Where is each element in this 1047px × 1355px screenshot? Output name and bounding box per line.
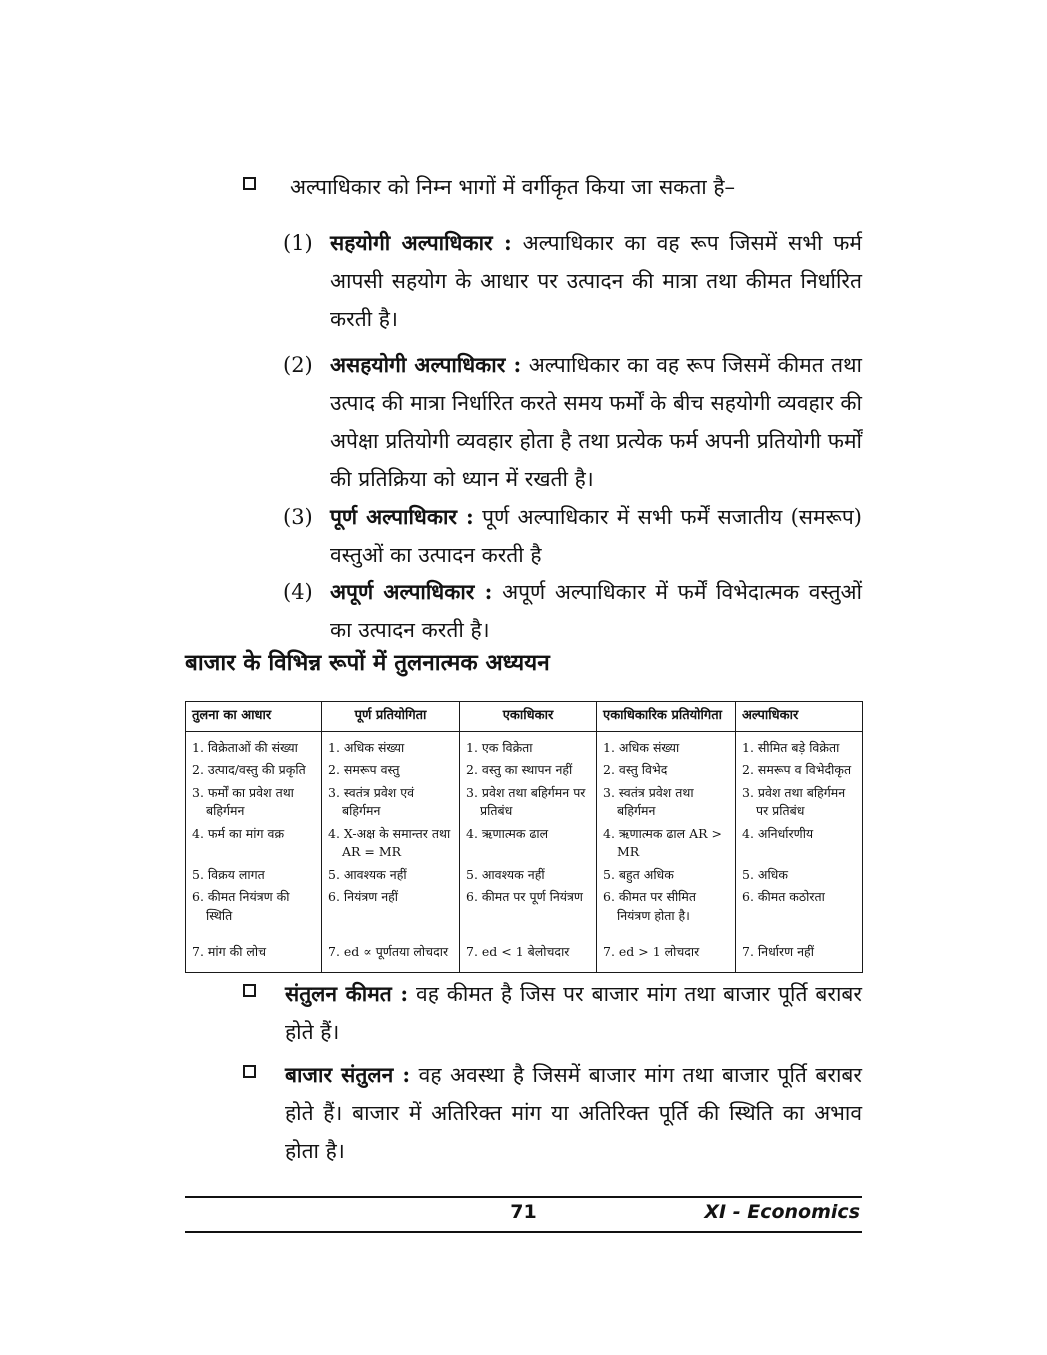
table-cell: 2. समरूप वस्तु xyxy=(322,759,460,782)
table-cell: 6. कीमत कठोरता xyxy=(736,886,863,927)
table-cell: 1. एक विक्रेता xyxy=(460,731,597,759)
table-header-row xyxy=(186,702,863,732)
table-cell: 1. अधिक संख्या xyxy=(597,731,736,759)
table-cell: 4. ऋणात्मक ढाल AR > MR xyxy=(597,823,736,864)
table-cell: 2. वस्तु विभेद xyxy=(597,759,736,782)
item-number: (2) xyxy=(283,353,313,377)
definition-body: वह कीमत है जिस पर बाजार मांग तथा बाजार पूर्ति बराबर होते हैं। xyxy=(285,982,862,1044)
item-body: अल्पाधिकार का वह रूप जिसमें सभी फर्म आपसी सहयोग के आधार पर उत्पादन की मात्रा तथा कीमत निर्धारित करती है। xyxy=(330,231,862,331)
table-header: अल्पाधिकार xyxy=(736,702,863,732)
table-cell: 5. आवश्यक नहीं xyxy=(460,864,597,887)
table-row xyxy=(186,823,863,864)
list-item-2 xyxy=(185,346,862,498)
book-title: XI - Economics xyxy=(704,1201,860,1223)
item-term: सहयोगी अल्पाधिकार : xyxy=(330,230,512,255)
intro-text: अल्पाधिकार को निम्न भागों में वर्गीकृत किया जा सकता है– xyxy=(290,175,736,199)
list-item-1 xyxy=(185,224,862,338)
table-cell: 6. कीमत नियंत्रण की स्थिति xyxy=(186,886,322,927)
table-cell: 4. अनिर्धारणीय xyxy=(736,823,863,864)
square-bullet-icon xyxy=(243,1065,256,1078)
table-cell: 2. समरूप व विभेदीकृत xyxy=(736,759,863,782)
item-term: पूर्ण अल्पाधिकार : xyxy=(330,504,474,529)
table-cell: 1. अधिक संख्या xyxy=(322,731,460,759)
table-cell: 3. प्रवेश तथा बहिर्गमन पर प्रतिबंध xyxy=(736,782,863,823)
table-cell: 3. स्वतंत्र प्रवेश एवं बहिर्गमन xyxy=(322,782,460,823)
intro-bullet-row xyxy=(185,168,862,206)
table-cell: 4. फर्म का मांग वक्र xyxy=(186,823,322,864)
table-cell: 2. उत्पाद/वस्तु की प्रकृति xyxy=(186,759,322,782)
table-cell: 1. सीमित बड़े विक्रेता xyxy=(736,731,863,759)
square-bullet-icon xyxy=(243,177,256,190)
table-header: पूर्ण प्रतियोगिता xyxy=(322,702,460,732)
table-cell: 7. ed ∝ पूर्णतया लोचदार xyxy=(322,927,460,972)
table-row xyxy=(186,886,863,927)
item-number: (3) xyxy=(283,505,313,529)
page-footer xyxy=(185,1196,862,1233)
list-item-4 xyxy=(185,573,862,649)
table-cell: 2. वस्तु का स्थापन नहीं xyxy=(460,759,597,782)
table-row xyxy=(186,927,863,972)
definition-bullet-1 xyxy=(185,975,862,1051)
square-bullet-icon xyxy=(243,984,256,997)
definition-term: बाजार संतुलन : xyxy=(285,1062,411,1087)
table-header: तुलना का आधार xyxy=(186,702,322,732)
section-heading: बाजार के विभिन्न रूपों में तुलनात्मक अध्ययन xyxy=(185,650,550,676)
table-header: एकाधिकारिक प्रतियोगिता xyxy=(597,702,736,732)
table-cell: 6. कीमत पर पूर्ण नियंत्रण xyxy=(460,886,597,927)
table-cell: 3. प्रवेश तथा बहिर्गमन पर प्रतिबंध xyxy=(460,782,597,823)
table-row xyxy=(186,731,863,759)
item-term: अपूर्ण अल्पाधिकार : xyxy=(330,579,493,604)
table-cell: 3. फर्मों का प्रवेश तथा बहिर्गमन xyxy=(186,782,322,823)
table-cell: 5. आवश्यक नहीं xyxy=(322,864,460,887)
table-cell: 7. मांग की लोच xyxy=(186,927,322,972)
table-cell: 5. अधिक xyxy=(736,864,863,887)
item-number: (4) xyxy=(283,580,313,604)
comparison-table-wrap xyxy=(185,701,862,973)
table-cell: 7. निर्धारण नहीं xyxy=(736,927,863,972)
table-cell: 6. कीमत पर सीमित नियंत्रण होता है। xyxy=(597,886,736,927)
table-header: एकाधिकार xyxy=(460,702,597,732)
table-cell: 7. ed < 1 बेलोचदार xyxy=(460,927,597,972)
page-number: 71 xyxy=(510,1201,537,1223)
comparison-table xyxy=(185,701,863,973)
table-cell: 4. ऋणात्मक ढाल xyxy=(460,823,597,864)
table-cell: 4. X-अक्ष के समान्तर तथा AR = MR xyxy=(322,823,460,864)
table-cell: 1. विक्रेताओं की संख्या xyxy=(186,731,322,759)
table-row xyxy=(186,782,863,823)
definition-body: वह अवस्था है जिसमें बाजार मांग तथा बाजार पूर्ति बराबर होते हैं। बाजार में अतिरिक्त मांग या अतिरिक्त पूर्ति की स्थिति का अभाव होता है। xyxy=(285,1063,862,1163)
table-cell: 6. नियंत्रण नहीं xyxy=(322,886,460,927)
item-term: असहयोगी अल्पाधिकार : xyxy=(330,352,522,377)
definition-term: संतुलन कीमत : xyxy=(285,981,409,1006)
table-cell: 5. बहुत अधिक xyxy=(597,864,736,887)
table-cell: 7. ed > 1 लोचदार xyxy=(597,927,736,972)
table-cell: 5. विक्रय लागत xyxy=(186,864,322,887)
table-row xyxy=(186,759,863,782)
item-body: अपूर्ण अल्पाधिकार में फर्में विभेदात्मक वस्तुओं का उत्पादन करती है। xyxy=(330,580,862,642)
item-number: (1) xyxy=(283,231,313,255)
list-item-3 xyxy=(185,498,862,574)
definition-bullet-2 xyxy=(185,1056,862,1170)
table-row xyxy=(186,864,863,887)
item-body: अल्पाधिकार का वह रूप जिसमें कीमत तथा उत्पाद की मात्रा निर्धारित करते समय फर्मों के बीच सहयोगी व्यवहार की अपेक्षा प्रतियोगी व्यवहार होता है तथा प्रत्येक फर्म अपनी प्रतियोगी फर्मों की प्रतिक्रिया को ध्यान में रखती है। xyxy=(330,353,862,491)
item-body: पूर्ण अल्पाधिकार में सभी फर्में सजातीय (समरूप) वस्तुओं का उत्पादन करती है xyxy=(330,505,862,567)
table-cell: 3. स्वतंत्र प्रवेश तथा बहिर्गमन xyxy=(597,782,736,823)
